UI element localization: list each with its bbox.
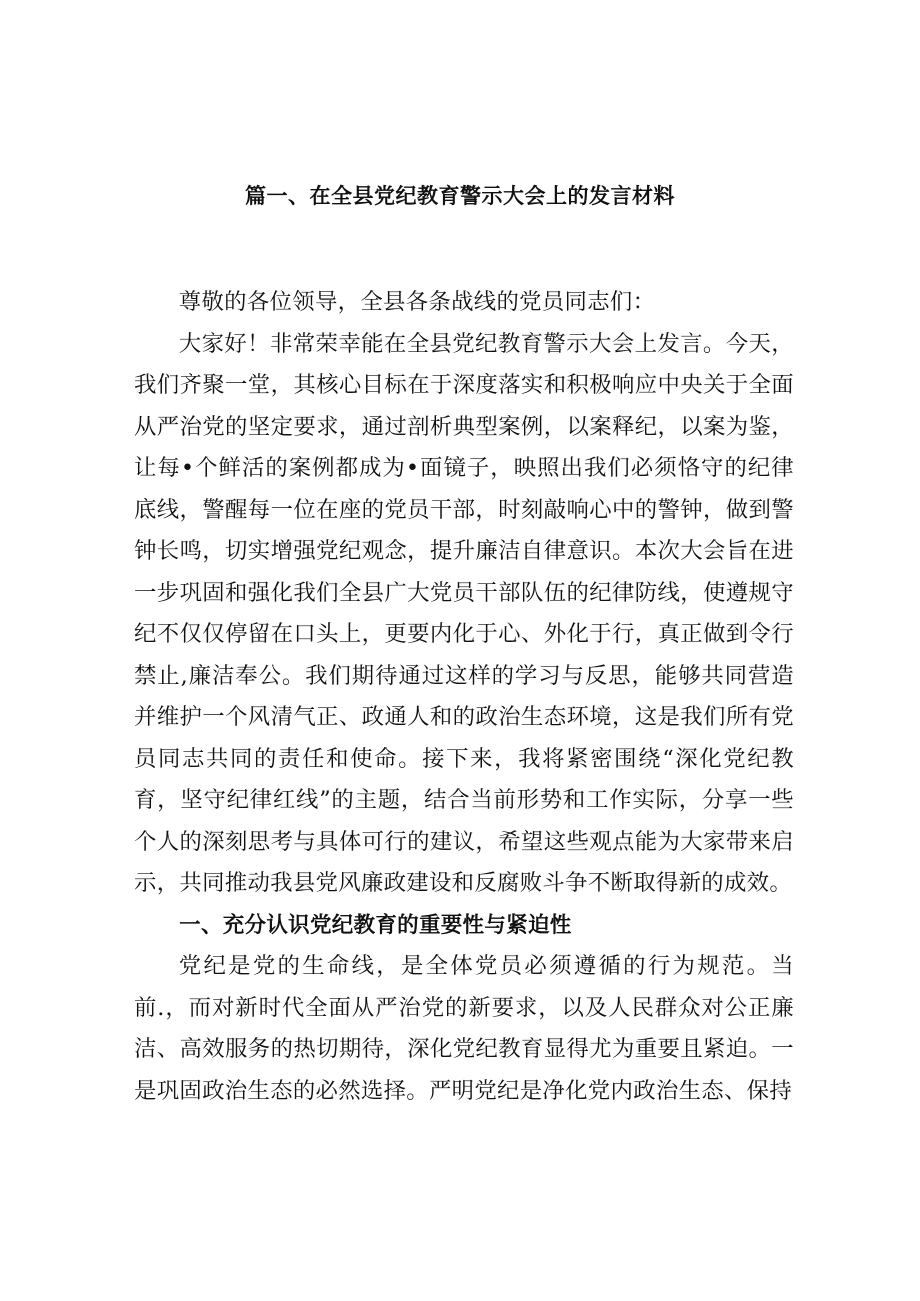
section-heading: 一、充分认识党纪教育的重要性与紧迫性 (179, 912, 572, 938)
salutation-paragraph: 尊敬的各位领导，全县各条战线的党员同志们： (178, 289, 656, 315)
document-body (134, 282, 794, 1112)
document-title: 篇一、在全县党纪教育警示大会上的发言材料 (245, 184, 675, 208)
section-paragraph: 党纪是党的生命线，是全体党员必须遵循的行为规范。当前.，而对新时代全面从严治党的新要求，以及人民群众对公正廉洁、高效服务的热切期待，深化党纪教育显得尤为重要且紧迫。一是巩固政治生态的必然选择。严明党纪是净化党内政治生态、保持 (134, 953, 794, 1104)
opening-paragraph: 大家好！非常荣幸能在全县党纪教育警示大会上发言。今天，我们齐聚一堂，其核心目标在于深度落实和积极响应中央关于全面从严治党的坚定要求，通过剖析典型案例，以案释纪，以案为鉴，让每•个鲜活的案例都成为•面镜子，映照出我们必须恪守的纪律底线，警醒每一位在座的党员干部，时刻敲响心中的警钟，做到警钟长鸣，切实增强党纪观念，提升廉洁自律意识。本次大会旨在进一步巩固和强化我们全县广大党员干部队伍的纪律防线，使遵规守纪不仅仅停留在口头上，更要内化于心、外化于行，真正做到令行禁止,廉洁奉公。我们期待通过这样的学习与反思，能够共同营造并维护一个风清气正、政通人和的政治生态环境，这是我们所有党员同志共同的责任和使命。接下来，我将紧密围绕“深化党纪教育，坚守纪律红线”的主题，结合当前形势和工作实际，分享一些个人的深刻思考与具体可行的建议，希望这些观点能为大家带来启示，共同推动我县党风廉政建设和反腐败斗争不断取得新的成效。 (134, 330, 794, 896)
